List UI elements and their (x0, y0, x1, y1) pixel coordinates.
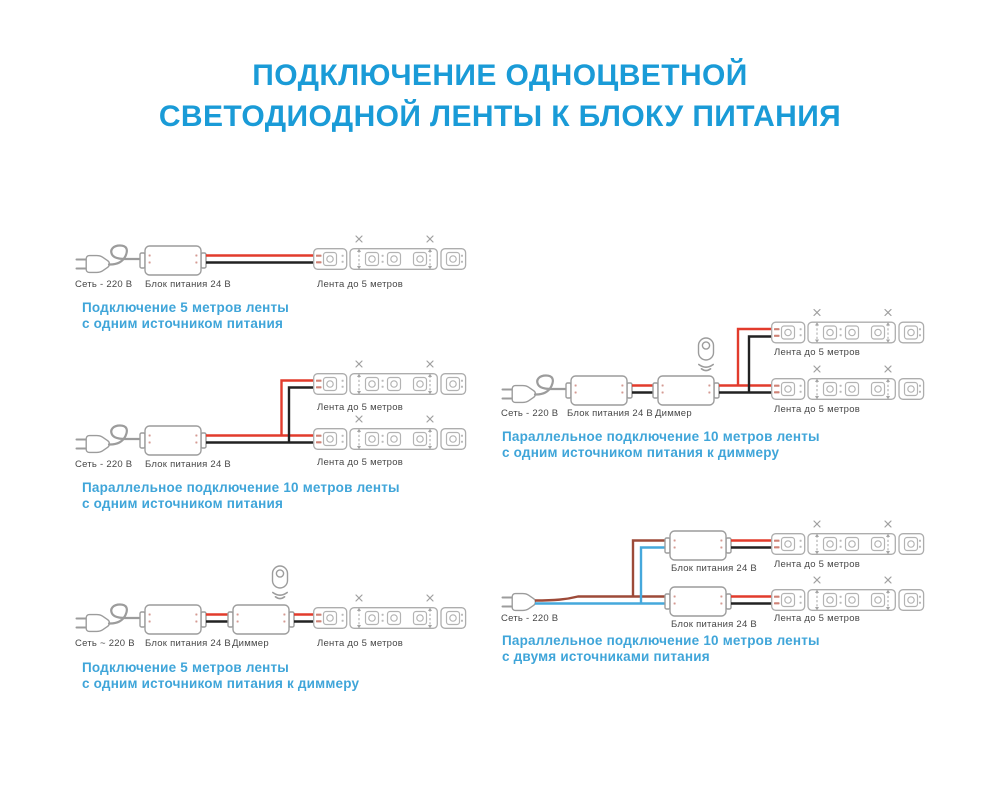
psu-label-top: Блок питания 24 В (671, 563, 757, 574)
caption-line: с одним источником питания к диммеру (82, 676, 360, 691)
psu-label: Блок питания 24 В (567, 408, 653, 419)
led-strip-1 (772, 521, 924, 554)
diagram-4-caption (502, 429, 820, 461)
diagram-3 (75, 566, 466, 649)
wire-black-branch (289, 388, 315, 443)
caption-line: с одним источником питания (82, 496, 284, 511)
diagram-5-caption (502, 633, 820, 665)
diagram-1-caption (82, 300, 289, 332)
title-line-1: ПОДКЛЮЧЕНИЕ ОДНОЦВЕТНОЙ (252, 59, 748, 92)
led-strip-1 (314, 361, 466, 394)
strip-label-1: Лента до 5 метров (317, 402, 404, 413)
diagram-4 (501, 310, 924, 420)
dimmer-box (653, 376, 719, 405)
strip-label: Лента до 5 метров (317, 638, 404, 649)
strip-label: Лента до 5 метров (317, 279, 404, 290)
caption-line: Подключение 5 метров ленты (82, 300, 290, 315)
strip-label-2: Лента до 5 метров (317, 457, 404, 468)
mains-label: Сеть ~ 220 В (75, 638, 135, 649)
caption-line: с одним источником питания (82, 316, 284, 331)
strip-label-1: Лента до 5 метров (774, 347, 861, 358)
diagram-3-caption (82, 660, 359, 692)
caption-line: Параллельное подключение 10 метров ленты (82, 480, 400, 495)
psu-box-bottom (665, 587, 731, 616)
mains-feed (77, 246, 207, 276)
mains-label: Сеть - 220 В (501, 408, 559, 419)
dimmer-label: Диммер (655, 408, 692, 419)
led-strip (314, 236, 466, 269)
led-strip-2 (314, 416, 466, 449)
led-strip-2 (772, 366, 924, 399)
remote-icon (699, 338, 714, 371)
wire-brown-branch (633, 541, 666, 597)
wire-brown (535, 597, 666, 601)
mains-feed (77, 605, 207, 635)
mains-label: Сеть - 220 В (501, 613, 559, 624)
strip-label-2: Лента до 5 метров (774, 404, 861, 415)
caption-line: Параллельное подключение 10 метров ленты (502, 633, 820, 648)
mains-feed (77, 426, 207, 456)
remote-icon (273, 566, 288, 599)
psu-label-bottom: Блок питания 24 В (671, 619, 757, 630)
caption-line: Подключение 5 метров ленты (82, 660, 290, 675)
wire-red-branch (282, 381, 316, 436)
psu-label: Блок питания 24 В (145, 638, 231, 649)
dimmer-box (228, 605, 294, 634)
diagram-2-caption (82, 480, 400, 512)
mains-label: Сеть - 220 В (75, 279, 133, 290)
title-line-2: СВЕТОДИОДНОЙ ЛЕНТЫ К БЛОКУ ПИТАНИЯ (158, 100, 842, 133)
wire-blue-branch (641, 548, 666, 604)
plug-icon (503, 594, 536, 611)
caption-line: с двумя источниками питания (502, 649, 710, 664)
psu-box-top (665, 531, 731, 560)
diagram-1 (75, 236, 466, 290)
psu-label: Блок питания 24 В (145, 459, 231, 470)
psu-label: Блок питания 24 В (145, 279, 231, 290)
mains-feed (503, 376, 633, 406)
wire-black-branch (749, 337, 773, 393)
strip-label-1: Лента до 5 метров (774, 559, 861, 570)
led-strip-2 (772, 577, 924, 610)
caption-line: Параллельное подключение 10 метров ленты (502, 429, 820, 444)
diagram-5 (501, 521, 924, 630)
strip-label-2: Лента до 5 метров (774, 613, 861, 624)
led-strip (314, 595, 466, 628)
mains-label: Сеть - 220 В (75, 459, 133, 470)
caption-line: с одним источником питания к диммеру (502, 445, 780, 460)
led-strip-1 (772, 310, 924, 343)
diagram-2 (75, 361, 466, 470)
dimmer-label: Диммер (232, 638, 269, 649)
